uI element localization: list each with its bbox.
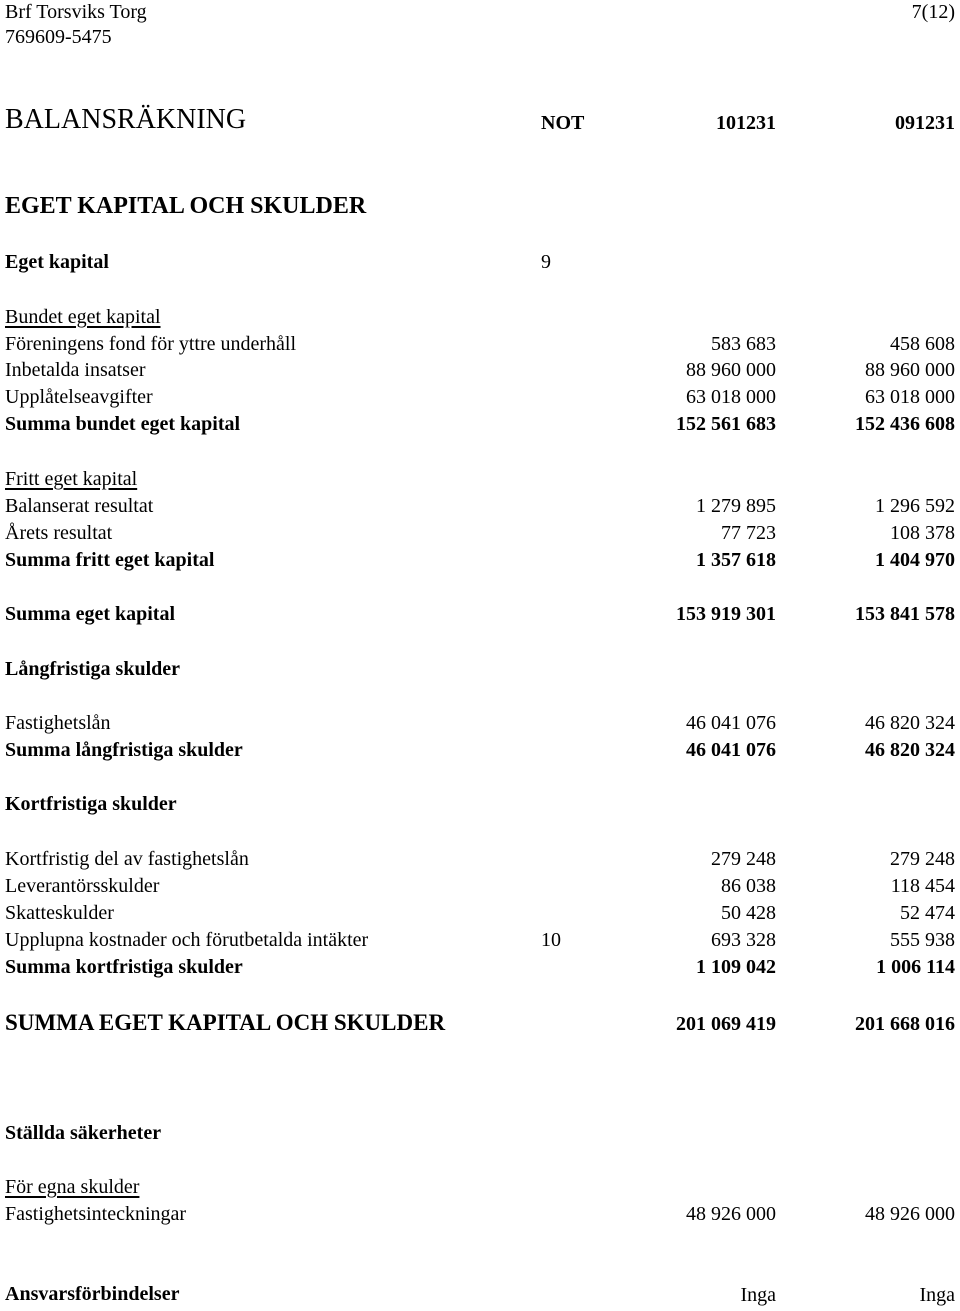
sum-row-value-2009: 1 404 970	[875, 549, 955, 571]
table-row-value-2009: 118 454	[890, 875, 955, 897]
table-row-value-2009: 555 938	[890, 929, 955, 951]
company-name: Brf Torsviks Torg	[5, 1, 147, 23]
table-row-label: Upplupna kostnader och förutbetalda intäkter	[5, 929, 369, 951]
sum-row-label: Summa bundet eget kapital	[5, 413, 241, 435]
ansvar-value-2009: Inga	[919, 1284, 955, 1306]
table-row-value-2010: 46 041 076	[686, 712, 776, 734]
table-row-label: Upplåtelseavgifter	[5, 386, 153, 408]
table-row-label: Kortfristig del av fastighetslån	[5, 848, 249, 870]
table-row-value-2009: 279 248	[890, 848, 955, 870]
table-row-value-2010: 1 279 895	[696, 495, 776, 517]
table-row-note: 10	[541, 929, 561, 951]
ansvar-label: Ansvarsförbindelser	[5, 1283, 180, 1305]
table-row-value-2010: 693 328	[711, 929, 776, 951]
bundet-heading: Bundet eget kapital	[5, 306, 161, 328]
table-row-value-2010: 77 723	[721, 522, 776, 544]
org-number: 769609-5475	[5, 26, 112, 48]
sum-row-label: Summa eget kapital	[5, 603, 175, 625]
total-row-value-2010: 201 069 419	[676, 1013, 776, 1035]
total-row-label: SUMMA EGET KAPITAL OCH SKULDER	[5, 1010, 446, 1035]
table-row-label: Årets resultat	[5, 522, 113, 544]
eget-kapital-note: 9	[541, 251, 551, 273]
kortfristiga-heading: Kortfristiga skulder	[5, 793, 177, 815]
table-row-value-2009: 52 474	[900, 902, 955, 924]
table-row-value-2009: 46 820 324	[865, 712, 955, 734]
table-row-value-2010: 583 683	[711, 333, 776, 355]
sum-row-label: Summa långfristiga skulder	[5, 739, 243, 761]
sum-row-value-2009: 152 436 608	[855, 413, 955, 435]
table-row-value-2010: 50 428	[721, 902, 776, 924]
table-row-value-2009: 108 378	[890, 522, 955, 544]
stallda-subheading: För egna skulder	[5, 1176, 140, 1198]
sum-row-value-2010: 152 561 683	[676, 413, 776, 435]
table-row-label: Fastighetslån	[5, 712, 111, 734]
table-row-value-2010: 48 926 000	[686, 1203, 776, 1225]
table-row-label: Skatteskulder	[5, 902, 114, 924]
sum-row-value-2009: 1 006 114	[876, 956, 955, 978]
sum-row-label: Summa kortfristiga skulder	[5, 956, 243, 978]
fritt-heading: Fritt eget kapital	[5, 468, 138, 490]
table-row-value-2009: 88 960 000	[865, 359, 955, 381]
table-row-value-2009: 1 296 592	[875, 495, 955, 517]
sum-row-value-2010: 46 041 076	[686, 739, 776, 761]
table-row-value-2009: 63 018 000	[865, 386, 955, 408]
total-row-value-2009: 201 668 016	[855, 1013, 955, 1035]
eget-kapital-heading: Eget kapital	[5, 251, 109, 273]
table-row-value-2009: 48 926 000	[865, 1203, 955, 1225]
sum-row-label: Summa fritt eget kapital	[5, 549, 215, 571]
column-header-2009: 091231	[895, 112, 955, 134]
note-column-header: NOT	[541, 112, 585, 134]
table-row-label: Leverantörsskulder	[5, 875, 160, 897]
table-row-value-2009: 458 608	[890, 333, 955, 355]
table-row-value-2010: 279 248	[711, 848, 776, 870]
sum-row-value-2010: 1 357 618	[696, 549, 776, 571]
column-header-2010: 101231	[716, 112, 776, 134]
langfristiga-heading: Långfristiga skulder	[5, 658, 181, 680]
sum-row-value-2009: 46 820 324	[865, 739, 955, 761]
table-row-label: Inbetalda insatser	[5, 359, 146, 381]
sum-row-value-2010: 1 109 042	[696, 956, 776, 978]
table-row-label: Föreningens fond för yttre underhåll	[5, 333, 297, 355]
table-row-value-2010: 63 018 000	[686, 386, 776, 408]
section-title: EGET KAPITAL OCH SKULDER	[5, 193, 367, 219]
ansvar-value-2010: Inga	[740, 1284, 776, 1306]
table-row-value-2010: 88 960 000	[686, 359, 776, 381]
stallda-heading: Ställda säkerheter	[5, 1122, 162, 1144]
table-row-label: Fastighetsinteckningar	[5, 1203, 187, 1225]
table-row-value-2010: 86 038	[721, 875, 776, 897]
page-number: 7(12)	[911, 1, 955, 23]
table-row-label: Balanserat resultat	[5, 495, 154, 517]
sum-row-value-2010: 153 919 301	[676, 603, 776, 625]
page-title: BALANSRÄKNING	[5, 104, 247, 135]
sum-row-value-2009: 153 841 578	[855, 603, 955, 625]
